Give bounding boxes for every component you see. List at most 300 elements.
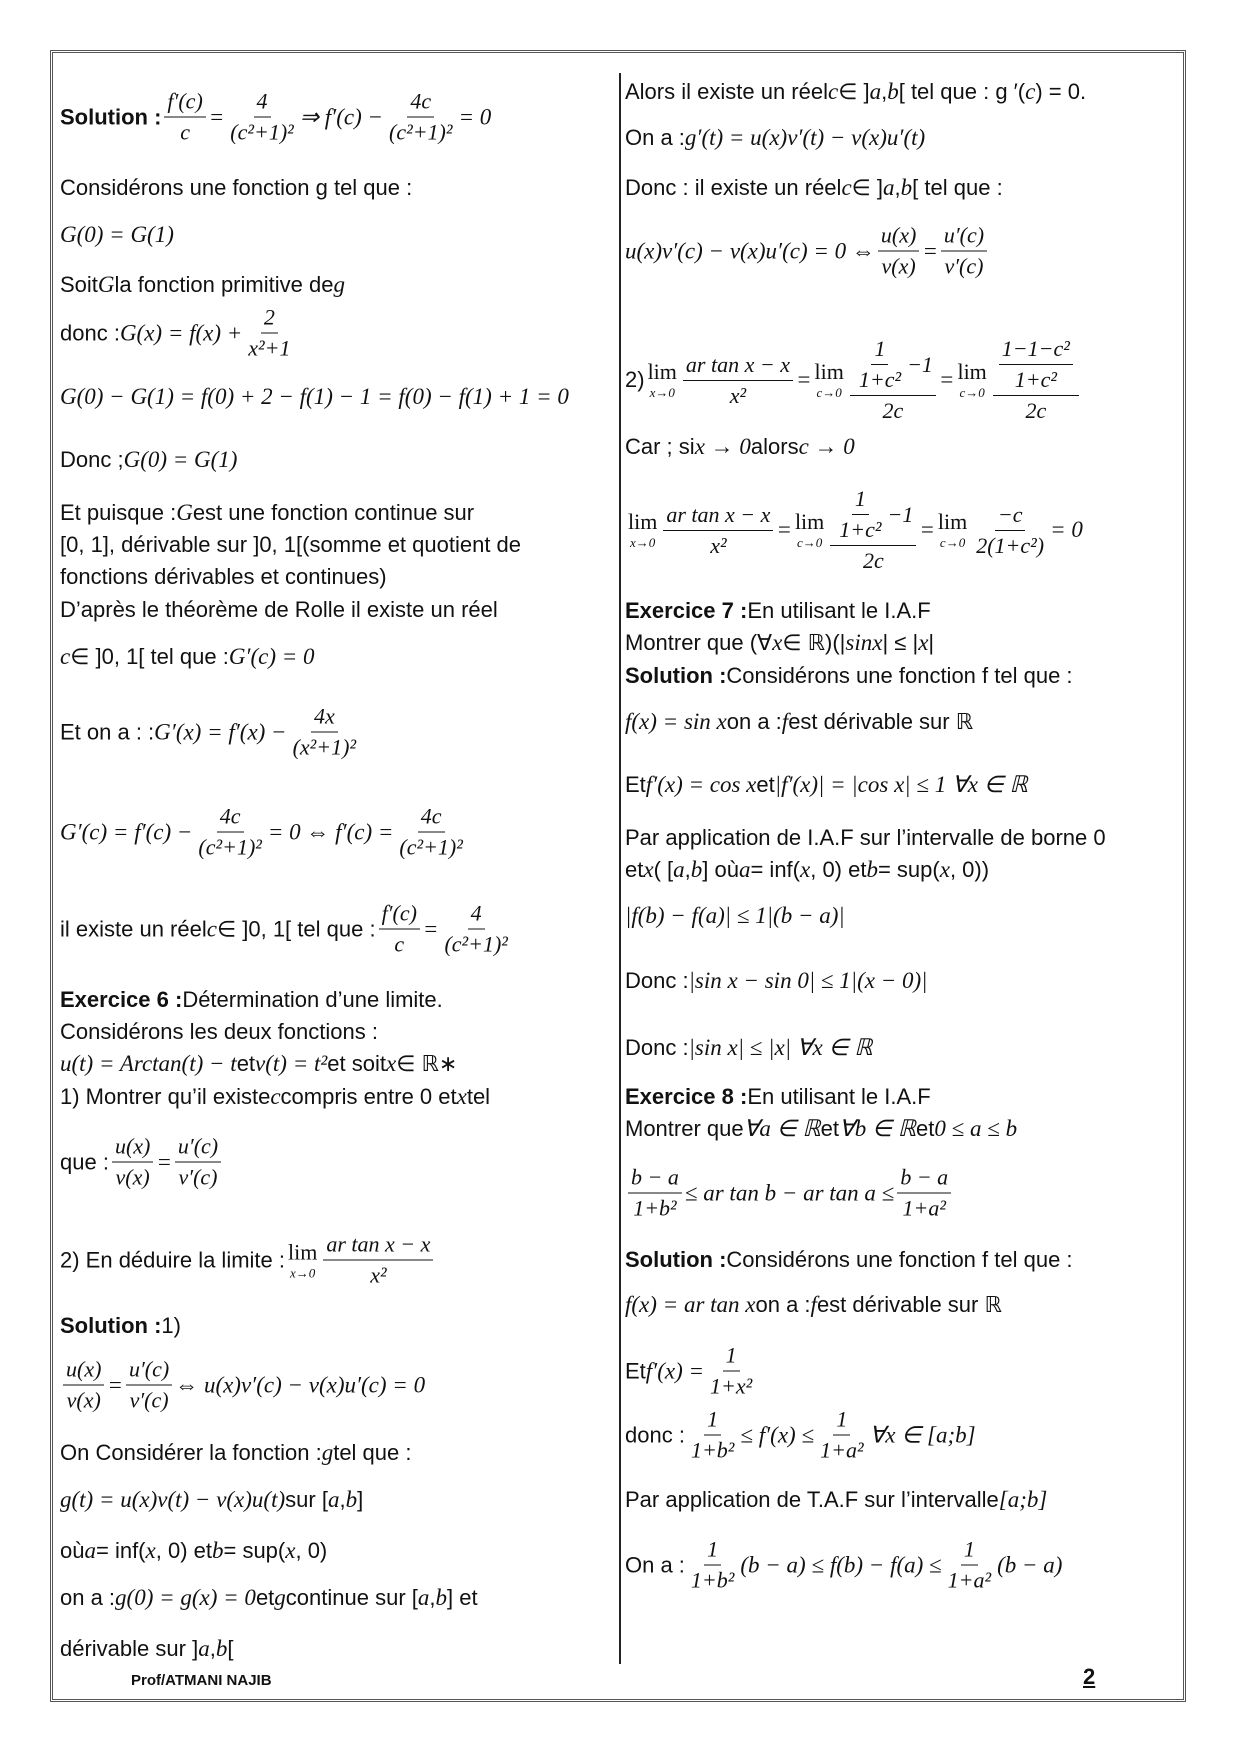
text-line <box>60 447 237 473</box>
fraction-denominator <box>630 1194 679 1222</box>
fraction-numerator <box>897 1165 951 1194</box>
text-run: ar tan x − x <box>326 1231 431 1257</box>
fraction-numerator <box>468 901 485 930</box>
math-expression: c <box>206 916 217 941</box>
math-expression: ⇔ u(x)v′(c) − v(x)u′(c) = 0 <box>175 1372 426 1397</box>
text-run: sur [ <box>285 1487 328 1512</box>
text-line <box>625 1116 1017 1142</box>
math-expression: x → 0 <box>694 434 751 459</box>
text-run: = sup( <box>223 1538 286 1563</box>
fraction <box>688 1537 737 1594</box>
math-expression: G′(x) = f′(x) − <box>154 719 287 744</box>
text-run: fonctions dérivables et continues) <box>60 564 387 589</box>
fraction-numerator <box>704 1537 721 1566</box>
math-expression: |f(b) − f(a)| ≤ 1|(b − a)| <box>625 903 845 928</box>
fraction-denominator <box>1012 365 1060 393</box>
text-run: 2c <box>862 548 884 573</box>
text-line <box>625 1292 1002 1318</box>
text-run: 1+a² <box>947 1567 992 1593</box>
math-expression: x <box>385 1051 397 1076</box>
text-run: 2 <box>263 304 275 330</box>
text-run: ( [ <box>653 857 674 882</box>
math-expression: b <box>690 857 703 882</box>
text-run: D’après le théorème de Rolle il existe un réel <box>60 597 498 622</box>
text-line <box>60 272 345 298</box>
math-expression: = <box>795 367 812 392</box>
text-run: u(x) <box>114 1133 151 1159</box>
text-line <box>60 1585 478 1611</box>
math-expression: sinx <box>845 630 883 655</box>
text-line <box>60 901 514 958</box>
fraction <box>999 336 1073 393</box>
text-run: 1+c² <box>1014 367 1057 392</box>
text-line <box>60 1636 233 1662</box>
text-line <box>625 79 1086 105</box>
limit-subscript: c→0 <box>816 385 842 400</box>
fraction-denominator <box>817 1436 866 1464</box>
limit-symbol: lim <box>814 359 844 384</box>
text-run: Soit <box>60 272 98 297</box>
text-run: ] où <box>702 857 739 882</box>
fraction-denominator <box>879 252 919 280</box>
text-run: (c²+1)² <box>389 119 453 145</box>
text-run: 1 <box>854 486 866 511</box>
text-run: ] <box>357 1487 364 1512</box>
fraction-numerator <box>704 1407 721 1436</box>
math-expression: b <box>866 857 878 882</box>
fraction-denominator <box>707 1372 755 1400</box>
text-run: [ <box>227 1636 234 1661</box>
fraction-denominator <box>860 546 887 574</box>
text-line <box>625 709 973 735</box>
fraction <box>245 305 293 362</box>
text-run: Et <box>625 1358 646 1383</box>
fraction-numerator <box>833 1407 850 1436</box>
fraction <box>441 901 510 958</box>
text-run: on a : <box>755 1292 811 1317</box>
limit-operator <box>288 1239 317 1281</box>
bold-label: Solution : <box>625 1247 727 1272</box>
text-line <box>625 336 1082 424</box>
fraction-denominator <box>441 930 510 958</box>
math-expression: a <box>883 175 895 200</box>
text-run: est dérivable sur ℝ <box>816 1292 1002 1317</box>
text-run: , <box>881 79 888 104</box>
math-expression: x <box>772 630 783 655</box>
fraction-numerator <box>999 336 1073 365</box>
text-run: Et on a : : <box>60 719 155 744</box>
math-expression: c <box>1025 79 1036 104</box>
text-run: ar tan x − x <box>666 501 771 527</box>
math-expression: G(0) = G(1) <box>60 222 174 247</box>
text-run: 2) <box>625 367 645 392</box>
math-expression: g <box>274 1585 286 1610</box>
math-expression: ≤ ar tan b − ar tan a ≤ <box>684 1180 895 1205</box>
math-expression: a <box>198 1636 210 1661</box>
fraction-denominator <box>113 1163 153 1191</box>
fraction <box>850 336 936 424</box>
text-line <box>625 825 1106 851</box>
math-expression: a <box>738 857 751 882</box>
math-expression: g(0) = g(x) = 0 <box>115 1585 256 1610</box>
fraction <box>945 1537 994 1594</box>
text-run: Donc : <box>625 968 689 993</box>
math-expression: c <box>60 644 71 669</box>
text-run: donc : <box>60 320 120 345</box>
text-run: u(x) <box>880 222 917 248</box>
math-expression: = 0 ⇔ f′(c) = <box>267 819 394 844</box>
fraction-numerator <box>723 1343 740 1372</box>
text-line <box>60 222 174 248</box>
text-line <box>60 564 387 590</box>
text-line <box>60 175 412 201</box>
fraction-denominator <box>391 930 407 958</box>
text-line <box>625 1487 1047 1513</box>
math-expression: = <box>919 517 935 542</box>
text-run: ∈ ] <box>851 175 884 200</box>
text-run: 1+x² <box>710 1373 753 1399</box>
text-run: la fonction primitive de <box>114 272 334 297</box>
text-line <box>60 804 469 861</box>
fraction-numerator <box>418 804 445 833</box>
fraction-denominator <box>727 381 749 409</box>
text-run: et <box>820 1116 839 1141</box>
bold-label: Solution : <box>60 104 162 129</box>
fraction <box>688 1407 737 1464</box>
math-expression: a <box>327 1487 340 1512</box>
math-expression: G′(c) = 0 <box>228 644 315 669</box>
fraction-numerator <box>961 1537 978 1566</box>
math-expression: = <box>156 1149 172 1174</box>
limit-operator <box>938 509 967 551</box>
fraction-denominator <box>945 1566 994 1594</box>
text-run: Donc : il existe un réel <box>625 175 842 200</box>
text-line <box>625 434 855 460</box>
text-line <box>625 1247 1073 1273</box>
fraction-denominator <box>396 833 465 861</box>
fraction-numerator <box>112 1134 153 1163</box>
fraction <box>897 1165 951 1222</box>
text-run: x² <box>729 382 747 408</box>
text-line <box>60 1440 411 1466</box>
text-run: 1+a² <box>820 1437 864 1463</box>
fraction-numerator <box>311 704 338 733</box>
bold-label: Solution : <box>60 1313 162 1338</box>
text-run: , 0) et <box>155 1538 212 1563</box>
text-run: (x²+1)² <box>292 734 357 760</box>
text-line <box>625 125 925 151</box>
text-run: , 0) et <box>810 857 867 882</box>
text-run: ar tan x − x <box>685 351 790 377</box>
math-expression: (b − a) ≤ f(b) − f(a) ≤ <box>740 1552 942 1577</box>
math-expression: G(0) = G(1) <box>123 447 238 472</box>
text-run: x² <box>710 532 727 558</box>
math-expression: ∀x ∈ [a;b] <box>869 1422 976 1447</box>
text-line <box>60 384 569 410</box>
math-expression: c <box>841 175 852 200</box>
limit-operator <box>628 509 657 551</box>
text-run: ] et <box>447 1585 478 1610</box>
text-run: , <box>684 857 691 882</box>
text-run: et <box>255 1585 275 1610</box>
math-expression: b <box>887 79 899 104</box>
fraction <box>663 502 773 559</box>
text-run: 4c <box>219 803 241 829</box>
text-run: et soit <box>327 1051 386 1076</box>
text-run: donc : <box>625 1422 685 1447</box>
limit-symbol: lim <box>288 1239 318 1264</box>
math-expression: ∀a ∈ ℝ <box>743 1116 821 1141</box>
fraction-denominator <box>880 396 907 424</box>
text-run: que : <box>60 1149 109 1174</box>
text-run: 4c <box>410 88 432 114</box>
text-run: on a : <box>60 1585 116 1610</box>
text-run: 1) Montrer qu’il existe <box>60 1084 271 1109</box>
text-run: 1 <box>836 1406 848 1432</box>
text-run: Détermination d’une limite. <box>182 987 443 1012</box>
text-run: Alors il existe un réel <box>625 79 828 104</box>
limit-operator <box>957 359 986 401</box>
text-run: (c²+1)² <box>230 119 294 145</box>
text-run: Considérons les deux fonctions : <box>60 1019 378 1044</box>
fraction-denominator <box>367 1261 389 1289</box>
text-run: u(x) <box>66 1356 102 1382</box>
text-line <box>60 500 474 526</box>
text-run: f′(c) <box>167 88 203 114</box>
text-line <box>60 1357 425 1414</box>
text-run: v′(c) <box>944 253 984 279</box>
text-run: on a : <box>726 709 782 734</box>
text-line <box>625 1165 954 1222</box>
text-run: , 0) <box>295 1538 328 1563</box>
math-expression: = <box>938 367 955 392</box>
text-line <box>625 663 1073 689</box>
text-run: Considérons une fonction g tel que : <box>60 175 413 200</box>
fraction <box>63 1357 104 1414</box>
text-run: (c²+1)² <box>198 834 262 860</box>
text-run: = inf( <box>95 1538 146 1563</box>
text-run: 1+c² <box>839 517 882 542</box>
math-expression: b <box>435 1585 447 1610</box>
text-line <box>60 1232 436 1289</box>
text-run: 1 <box>725 1342 737 1368</box>
fraction-denominator <box>707 531 729 559</box>
math-expression: x <box>145 1538 156 1563</box>
text-line <box>60 1538 327 1564</box>
math-expression: G <box>176 500 193 525</box>
fraction-denominator <box>688 1436 737 1464</box>
text-run: 4c <box>420 803 442 829</box>
math-expression: x <box>939 857 950 882</box>
text-run: 1 <box>707 1536 719 1562</box>
text-run: et <box>625 857 644 882</box>
text-run: il existe un réel <box>60 916 207 941</box>
fraction-denominator <box>973 531 1047 559</box>
math-expression: a <box>869 79 882 104</box>
text-run: ∈ ℝ)(| <box>782 630 846 655</box>
fraction-denominator <box>1022 396 1049 424</box>
text-run: Et <box>625 772 646 797</box>
math-expression: u(t) = Arctan(t) − t <box>60 1051 237 1076</box>
text-run: 4x <box>313 703 335 729</box>
fraction-numerator <box>871 336 888 365</box>
math-expression: b <box>900 175 913 200</box>
text-run: Montrer que (∀ <box>625 630 773 655</box>
limit-symbol: lim <box>794 509 825 534</box>
limit-operator <box>648 359 677 401</box>
text-run: 1+a² <box>902 1195 946 1221</box>
fraction-denominator <box>688 1566 737 1594</box>
text-run: 1+b² <box>690 1567 735 1593</box>
fraction <box>683 352 793 409</box>
fraction <box>379 901 420 958</box>
bold-label: Solution : <box>625 663 727 688</box>
text-run: 2c <box>1025 398 1047 423</box>
text-run: On Considérer la fonction : <box>60 1440 322 1465</box>
text-run: et <box>756 772 775 797</box>
text-run: u′(c) <box>943 222 985 248</box>
text-run: dérivable sur ] <box>60 1636 199 1661</box>
text-run: Considérons une fonction f tel que : <box>726 1247 1073 1272</box>
fraction-numerator <box>852 486 869 515</box>
text-line <box>60 1313 181 1339</box>
text-run: | ≤ | <box>882 630 919 655</box>
math-expression: ⇒ f′(c) − <box>299 104 384 129</box>
text-run: Donc ; <box>60 447 124 472</box>
math-expression: g <box>321 1440 334 1465</box>
text-run: −1 <box>887 501 914 527</box>
text-run: 2c <box>882 398 904 423</box>
fraction-numerator <box>379 901 420 930</box>
text-run: Donc : <box>625 1035 689 1060</box>
text-run: est dérivable sur ℝ <box>788 709 974 734</box>
fraction-denominator <box>177 118 193 146</box>
fraction-numerator <box>323 1232 433 1261</box>
math-expression: f′(x) = cos x <box>645 772 757 797</box>
fraction-denominator <box>64 1386 104 1414</box>
text-line <box>60 89 491 146</box>
text-line <box>60 704 362 761</box>
math-expression: c <box>270 1084 281 1109</box>
text-run: c <box>180 119 190 145</box>
limit-subscript: c→0 <box>939 535 966 550</box>
text-run: (c²+1)² <box>399 834 463 860</box>
text-run: En utilisant le I.A.F <box>747 598 931 623</box>
text-line <box>60 1051 457 1077</box>
math-expression: G′(c) = f′(c) − <box>60 819 193 844</box>
text-run: 1+c² <box>858 367 902 392</box>
text-line <box>625 903 845 929</box>
text-run: On a : <box>625 125 685 150</box>
fraction <box>628 1165 682 1222</box>
text-run: , <box>209 1636 216 1661</box>
fraction-numerator <box>261 305 278 334</box>
math-expression: b <box>211 1538 224 1563</box>
fraction <box>290 704 359 761</box>
text-run: v(x) <box>66 1387 101 1413</box>
text-run: v(x) <box>881 253 916 279</box>
fraction <box>227 89 296 146</box>
text-line <box>625 486 1083 574</box>
math-expression: ≤ f′(x) ≤ <box>740 1422 815 1447</box>
fraction <box>836 486 884 543</box>
bold-label: Exercice 7 : <box>625 598 748 623</box>
math-expression: b <box>345 1487 358 1512</box>
math-expression: = <box>208 104 225 129</box>
limit-subscript: x→0 <box>649 385 675 400</box>
fraction <box>878 223 919 280</box>
text-run: v(x) <box>115 1164 150 1190</box>
text-run: x²+1 <box>248 335 291 361</box>
text-run: −c <box>997 501 1023 527</box>
math-expression: f′(x) = <box>645 1358 705 1383</box>
fraction-denominator <box>900 1194 949 1222</box>
text-line <box>625 772 1028 798</box>
fraction-numerator <box>254 89 271 118</box>
math-expression: (b − a) <box>997 1552 1063 1577</box>
limit-symbol: lim <box>628 509 658 534</box>
fraction-numerator <box>683 352 793 381</box>
fraction <box>323 1232 433 1289</box>
fraction <box>112 1134 153 1191</box>
expression-group <box>853 336 933 393</box>
text-line <box>625 630 934 656</box>
fraction <box>386 89 455 146</box>
fraction-numerator <box>175 1134 221 1163</box>
math-expression: b <box>215 1636 228 1661</box>
text-run: 1 <box>707 1406 719 1432</box>
text-line <box>60 1019 378 1045</box>
text-run: 1+b² <box>690 1437 735 1463</box>
fraction <box>993 336 1079 424</box>
math-expression: |sin x − sin 0| ≤ 1|(x − 0)| <box>688 968 928 993</box>
text-run: = inf( <box>750 857 800 882</box>
text-run: 4 <box>470 900 482 926</box>
text-run: b − a <box>900 1164 949 1190</box>
text-run: [ tel que : <box>912 175 1003 200</box>
text-run: 1) <box>161 1313 181 1338</box>
fraction-numerator <box>164 89 205 118</box>
fraction-denominator <box>195 833 264 861</box>
text-run: ∈ ℝ∗ <box>396 1051 458 1076</box>
math-expression: a <box>84 1538 96 1563</box>
math-expression: G <box>97 272 115 297</box>
text-line <box>625 1343 758 1400</box>
text-line <box>625 1084 931 1110</box>
text-run: continue sur [ <box>285 1585 418 1610</box>
column-divider <box>619 73 621 1664</box>
math-expression: G(0) − G(1) = f(0) + 2 − f(1) − 1 = f(0) − f(1) + 1 = 0 <box>60 384 569 409</box>
math-expression: = 0 <box>458 104 492 129</box>
fraction-numerator <box>407 89 434 118</box>
text-run: f′(c) <box>381 900 417 926</box>
text-run: Par application de I.A.F sur l’intervalle de borne 0 <box>625 825 1106 850</box>
math-expression: [a;b] <box>998 1487 1048 1512</box>
limit-subscript: x→0 <box>290 1265 316 1280</box>
math-expression: = <box>422 916 439 941</box>
text-run: = sup( <box>877 857 940 882</box>
limit-symbol: lim <box>957 359 987 384</box>
text-line <box>60 532 521 558</box>
text-line <box>625 1035 872 1061</box>
limit-subscript: c→0 <box>959 385 985 400</box>
fraction-numerator <box>878 223 919 252</box>
text-run: Par application de T.A.F sur l’intervalle <box>625 1487 999 1512</box>
math-expression: c → 0 <box>798 434 855 459</box>
text-line <box>625 857 989 883</box>
text-line <box>60 1487 363 1513</box>
math-expression: x <box>918 630 929 655</box>
